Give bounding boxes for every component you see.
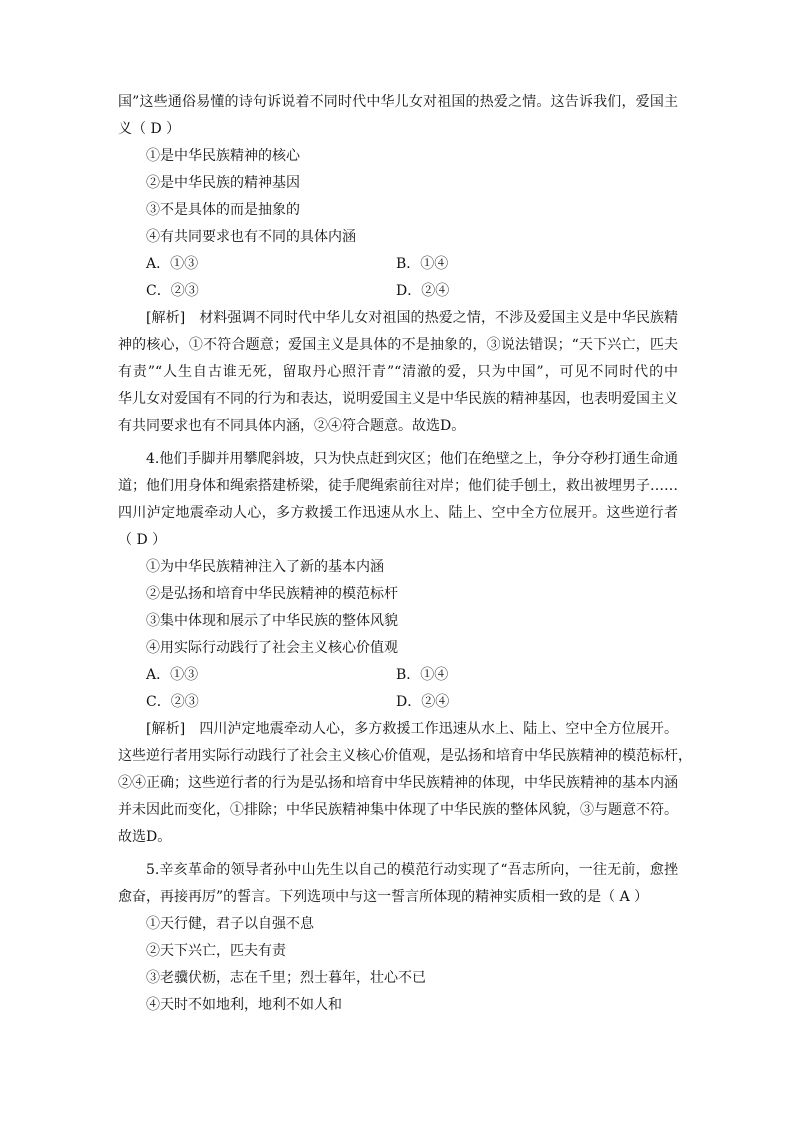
q4-item-4: ④用实际行动践行了社会主义核心价值观: [146, 640, 398, 656]
q4-analysis-line-3: ②④正确；这些逆行者的行为是弘扬和培育中华民族精神的体现，中华民族精神的基本内涵: [118, 775, 678, 791]
q4-options-row-2: [118, 689, 678, 716]
q4-stem-line-3: 四川泸定地震牵动人心，多方救援工作迅速从水上、陆上、空中全方位展开。这些逆行者: [118, 505, 678, 521]
q5-item-3: ③老骥伏枥，志在千里；烈士暮年，壮心不已: [146, 970, 426, 986]
q4-item-1: ①为中华民族精神注入了新的基本内涵: [146, 559, 384, 575]
q3-options-row-1: [118, 251, 678, 278]
q4-stem-line-2: 道；他们用身体和绳索搭建桥梁，徒手爬绳索前往对岸；他们徒手刨土，救出被埋男子……: [118, 478, 678, 494]
q4-options-row-1: [118, 662, 678, 689]
q3-item-1: ①是中华民族精神的核心: [146, 148, 300, 164]
q4-option-d: D．②④: [396, 694, 450, 710]
q3-item-4: ④有共同要求也有不同的具体内涵: [146, 229, 356, 245]
q3-option-a: A．①③: [146, 256, 199, 272]
q3-option-d: D．②④: [396, 283, 450, 299]
q4-item-2: ②是弘扬和培育中华民族精神的模范标杆: [146, 586, 398, 602]
q5-item-1: ①天行健，君子以自强不息: [146, 916, 314, 932]
q3-options-row-2: [118, 278, 678, 305]
q3-analysis-line-1: [解析] 材料强调不同时代中华儿女对祖国的热爱之情，不涉及爱国主义是中华民族精: [146, 310, 678, 326]
q4-analysis-line-5: 故选D。: [118, 829, 172, 845]
question-3: [118, 89, 678, 440]
q3-option-b: B．①④: [396, 256, 449, 272]
q3-analysis-line-4: 华儿女对爱国有不同的行为和表达，说明爱国主义是中华民族的精神基因，也表明爱国主义: [118, 391, 678, 407]
q4-analysis: [118, 716, 692, 851]
q4-stem-line-1: 4.他们手脚并用攀爬斜坡，只为快点赶到灾区；他们在绝壁之上，争分夺秒打通生命通: [146, 451, 678, 467]
question-5: [118, 857, 678, 1019]
q3-analysis-line-5: 有共同要求也有不同具体内涵，②④符合题意。故选D。: [118, 418, 466, 434]
q4-analysis-line-4: 并未因此而变化，①排除；中华民族精神集中体现了中华民族的整体风貌，③与题意不符。: [118, 802, 678, 818]
q3-analysis-line-2: 神的核心，①不符合题意；爱国主义是具体的不是抽象的，③说法错误；“天下兴亡，匹夫: [118, 337, 678, 353]
q4-analysis-line-2: 这些逆行者用实际行动践行了社会主义核心价值观，是弘扬和培育中华民族精神的模范标杆，: [118, 748, 692, 764]
q4-item-3: ③集中体现和展示了中华民族的整体风貌: [146, 613, 398, 629]
question-4: [118, 446, 692, 851]
q4-option-b: B．①④: [396, 667, 449, 683]
q4-option-a: A．①③: [146, 667, 199, 683]
q3-analysis-line-3: 有责”“人生自古谁无死，留取丹心照汗青”“清澈的爱，只为中国”，可见不同时代的中: [118, 364, 678, 380]
q4-stem-line-4: （ D ）: [118, 532, 167, 548]
q5-item-4: ④天时不如地利，地利不如人和: [146, 997, 342, 1013]
q3-item-2: ②是中华民族的精神基因: [146, 175, 300, 191]
q4-option-c: C．②③: [146, 694, 199, 710]
q3-stem-line-1: 国”这些通俗易懂的诗句诉说着不同时代中华儿女对祖国的热爱之情。这告诉我们，爱国主: [118, 94, 678, 110]
q5-stem-line-1: 5.辛亥革命的领导者孙中山先生以自己的模范行动实现了“吾志所向，一往无前，愈挫: [146, 862, 678, 878]
q3-analysis: [118, 305, 678, 440]
q5-item-2: ②天下兴亡，匹夫有责: [146, 943, 286, 959]
q3-item-3: ③不是具体的而是抽象的: [146, 202, 300, 218]
q4-analysis-line-1: [解析] 四川泸定地震牵动人心，多方救援工作迅速从水上、陆上、空中全方位展开。: [146, 721, 678, 737]
q3-stem-line-2: 义（ D ）: [118, 121, 181, 137]
q5-stem-line-2: 愈奋，再接再厉”的誓言。下列选项中与这一誓言所体现的精神实质相一致的是（ A ）: [118, 889, 649, 905]
q3-option-c: C．②③: [146, 283, 199, 299]
